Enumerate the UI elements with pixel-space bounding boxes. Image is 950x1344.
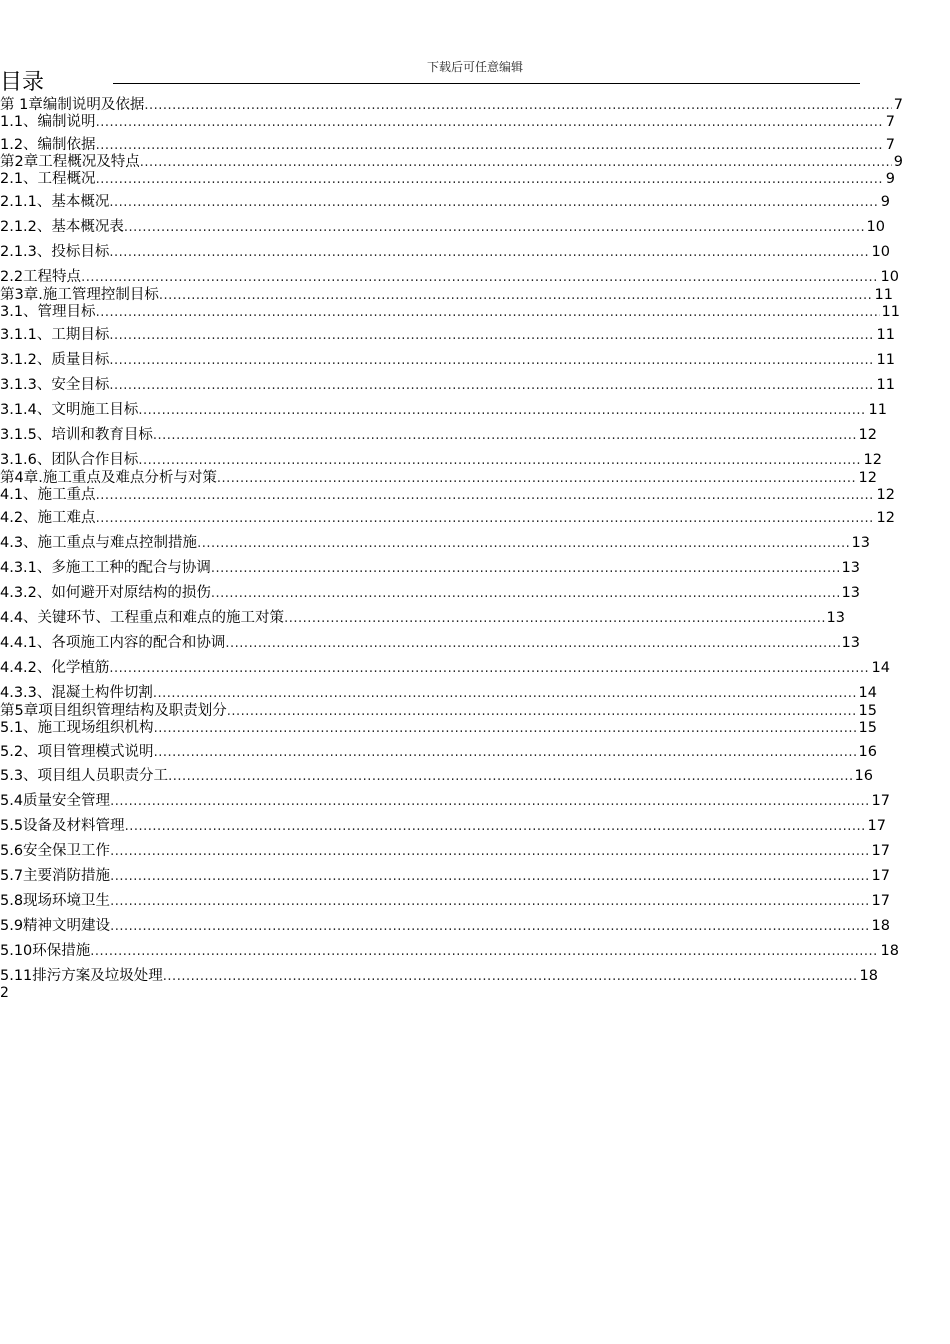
toc-entry[interactable] <box>0 791 890 811</box>
toc-entry-page: 17 <box>867 818 886 834</box>
toc-entry-page: 11 <box>876 377 895 393</box>
toc-entry-title: 2.1.3、投标目标 <box>0 244 110 260</box>
toc-entry-title: 2.1.2、基本概况表 <box>0 219 124 235</box>
toc-entry-title: 5.3、项目组人员职责分工 <box>0 768 169 784</box>
toc-dot-leader <box>211 584 840 604</box>
toc-entry-title: 4.3.2、如何避开对原结构的损伤 <box>0 585 211 601</box>
toc-entry-title: 第 1章编制说明及依据 <box>0 97 145 113</box>
toc-entry-page: 17 <box>871 893 890 909</box>
toc-entry[interactable] <box>0 891 890 911</box>
toc-entry[interactable] <box>0 217 885 237</box>
toc-entry-title: 5.10环保措施 <box>0 943 91 959</box>
toc-entry-title: 3.1.3、安全目标 <box>0 377 110 393</box>
toc-dot-leader <box>109 243 869 263</box>
toc-title: 目录 <box>0 70 45 95</box>
toc-dot-leader <box>96 113 884 133</box>
toc-dot-leader <box>225 634 839 654</box>
toc-entry-title: 4.1、施工重点 <box>0 487 96 503</box>
toc-entry-title: 5.6安全保卫工作 <box>0 843 111 859</box>
toc-dot-leader <box>154 743 857 763</box>
toc-entry-page: 13 <box>841 585 860 601</box>
toc-entry-page: 14 <box>871 660 890 676</box>
toc-dot-leader <box>109 351 874 371</box>
toc-entry-page: 7 <box>893 97 903 113</box>
toc-entry-page: 13 <box>851 535 870 551</box>
toc-entry[interactable] <box>0 375 895 395</box>
toc-entry-page: 9 <box>885 171 895 187</box>
toc-dot-leader <box>163 967 858 987</box>
toc-entry-page: 13 <box>841 635 860 651</box>
toc-dot-leader <box>197 534 849 554</box>
toc-entry[interactable] <box>0 485 895 505</box>
toc-entry-title: 4.2、施工难点 <box>0 510 96 526</box>
toc-dot-leader <box>109 326 874 346</box>
toc-entry[interactable] <box>0 325 895 345</box>
toc-entry[interactable] <box>0 866 890 886</box>
toc-entry-title: 3.1.6、团队合作目标 <box>0 452 139 468</box>
toc-dot-leader <box>124 218 865 238</box>
toc-dot-leader <box>138 401 866 421</box>
toc-entry-page: 9 <box>893 154 903 170</box>
toc-entry-title: 5.1、施工现场组织机构 <box>0 720 154 736</box>
toc-entry[interactable] <box>0 658 890 678</box>
toc-entry-page: 17 <box>871 793 890 809</box>
toc-entry-title: 第4章.施工重点及难点分析与对策 <box>0 470 217 486</box>
toc-dot-leader <box>154 719 857 739</box>
toc-entry-page: 10 <box>871 244 890 260</box>
toc-dot-leader <box>110 892 869 912</box>
toc-entry-title: 2.1、工程概况 <box>0 171 96 187</box>
toc-entry-page: 16 <box>858 744 877 760</box>
toc-dot-leader <box>109 376 874 396</box>
toc-entry[interactable] <box>0 841 890 861</box>
toc-entry[interactable] <box>0 683 877 703</box>
toc-entry[interactable] <box>0 766 873 786</box>
toc-entry[interactable] <box>0 192 890 212</box>
toc-entry[interactable] <box>0 916 890 936</box>
toc-entry-title: 5.9精神文明建设 <box>0 918 111 934</box>
toc-entry-page: 15 <box>858 703 877 719</box>
toc-dot-leader <box>284 609 824 629</box>
toc-entry-title: 3.1.2、质量目标 <box>0 352 110 368</box>
page-number: 2 <box>0 985 9 1001</box>
toc-dot-leader <box>125 817 866 837</box>
toc-entry-title: 5.5设备及材料管理 <box>0 818 125 834</box>
toc-dot-leader <box>153 426 857 446</box>
toc-entry[interactable] <box>0 112 895 132</box>
toc-entry-title: 5.11排污方案及垃圾处理 <box>0 968 163 984</box>
toc-entry-page: 16 <box>854 768 873 784</box>
toc-entry-title: 3.1.4、文明施工目标 <box>0 402 139 418</box>
toc-entry[interactable] <box>0 558 860 578</box>
toc-entry[interactable] <box>0 816 886 836</box>
toc-entry[interactable] <box>0 633 860 653</box>
toc-entry-page: 11 <box>874 287 893 303</box>
toc-entry-page: 13 <box>841 560 860 576</box>
toc-entry[interactable] <box>0 966 878 986</box>
toc-entry-page: 12 <box>858 470 877 486</box>
toc-entry-title: 1.2、编制依据 <box>0 137 96 153</box>
toc-entry[interactable] <box>0 450 882 470</box>
toc-entry-title: 2.1.1、基本概况 <box>0 194 110 210</box>
toc-entry-page: 12 <box>858 427 877 443</box>
toc-entry-title: 3.1.1、工期目标 <box>0 327 110 343</box>
toc-dot-leader <box>168 767 852 787</box>
toc-entry-title: 5.7主要消防措施 <box>0 868 111 884</box>
toc-entry-title: 5.2、项目管理模式说明 <box>0 744 154 760</box>
toc-entry-page: 17 <box>871 868 890 884</box>
toc-entry-title: 4.3.3、混凝土构件切割 <box>0 685 153 701</box>
toc-entry[interactable] <box>0 583 860 603</box>
toc-dot-leader <box>110 792 869 812</box>
toc-entry-page: 10 <box>866 219 885 235</box>
toc-entry-title: 5.4质量安全管理 <box>0 793 111 809</box>
toc-dot-leader <box>211 559 840 579</box>
toc-dot-leader <box>96 509 875 529</box>
toc-entry-title: 2.2工程特点 <box>0 269 82 285</box>
toc-entry[interactable] <box>0 242 890 262</box>
toc-dot-leader <box>110 842 869 862</box>
toc-dot-leader <box>96 486 875 506</box>
header-note: 下载后可任意编辑 <box>426 60 523 74</box>
toc-entry-title: 3.1.5、培训和教育目标 <box>0 427 153 443</box>
toc-entry-page: 18 <box>871 918 890 934</box>
toc-entry-title: 第3章.施工管理控制目标 <box>0 287 159 303</box>
toc-entry[interactable] <box>0 941 899 961</box>
toc-entry[interactable] <box>0 718 877 738</box>
toc-entry-title: 第2章工程概况及特点 <box>0 154 140 170</box>
toc-entry-title: 4.4.1、各项施工内容的配合和协调 <box>0 635 226 651</box>
toc-dot-leader <box>109 659 869 679</box>
toc-entry[interactable] <box>0 267 899 287</box>
toc-entry-title: 1.1、编制说明 <box>0 114 96 130</box>
toc-entry[interactable] <box>0 350 895 370</box>
toc-dot-leader <box>96 170 884 190</box>
toc-entry-page: 12 <box>876 487 895 503</box>
toc-entry-page: 15 <box>858 720 877 736</box>
toc-entry-title: 4.4、关键环节、工程重点和难点的施工对策 <box>0 610 285 626</box>
toc-dot-leader <box>96 303 880 323</box>
toc-entry-page: 18 <box>859 968 878 984</box>
toc-entry[interactable] <box>0 742 877 762</box>
toc-entry-page: 11 <box>881 304 900 320</box>
header-rule <box>113 83 860 84</box>
toc-entry[interactable] <box>0 533 870 553</box>
toc-entry-page: 7 <box>885 137 895 153</box>
toc-entry[interactable] <box>0 608 845 628</box>
toc-dot-leader <box>109 193 878 213</box>
toc-entry[interactable] <box>0 169 895 189</box>
toc-entry-page: 14 <box>858 685 877 701</box>
toc-entry-page: 12 <box>863 452 882 468</box>
toc-entry-title: 3.1、管理目标 <box>0 304 96 320</box>
toc-entry-page: 11 <box>868 402 887 418</box>
toc-entry-page: 13 <box>826 610 845 626</box>
toc-entry-title: 4.3.1、多施工工种的配合与协调 <box>0 560 211 576</box>
toc-entry-title: 4.4.2、化学植筋 <box>0 660 110 676</box>
toc-entry[interactable] <box>0 400 887 420</box>
toc-dot-leader <box>110 867 869 887</box>
toc-entry-page: 11 <box>876 327 895 343</box>
toc-entry-page: 17 <box>871 843 890 859</box>
toc-entry[interactable] <box>0 302 900 322</box>
toc-entry-title: 第5章项目组织管理结构及职责划分 <box>0 703 227 719</box>
toc-entry-page: 7 <box>885 114 895 130</box>
toc-entry-page: 18 <box>880 943 899 959</box>
toc-entry-page: 9 <box>880 194 890 210</box>
toc-dot-leader <box>90 942 878 962</box>
toc-entry-page: 11 <box>876 352 895 368</box>
toc-entry[interactable] <box>0 508 895 528</box>
toc-entry-page: 10 <box>880 269 899 285</box>
toc-entry-title: 4.3、施工重点与难点控制措施 <box>0 535 198 551</box>
toc-entry-title: 5.8现场环境卫生 <box>0 893 111 909</box>
toc-entry[interactable] <box>0 425 877 445</box>
toc-entry-page: 12 <box>876 510 895 526</box>
toc-dot-leader <box>110 917 869 937</box>
